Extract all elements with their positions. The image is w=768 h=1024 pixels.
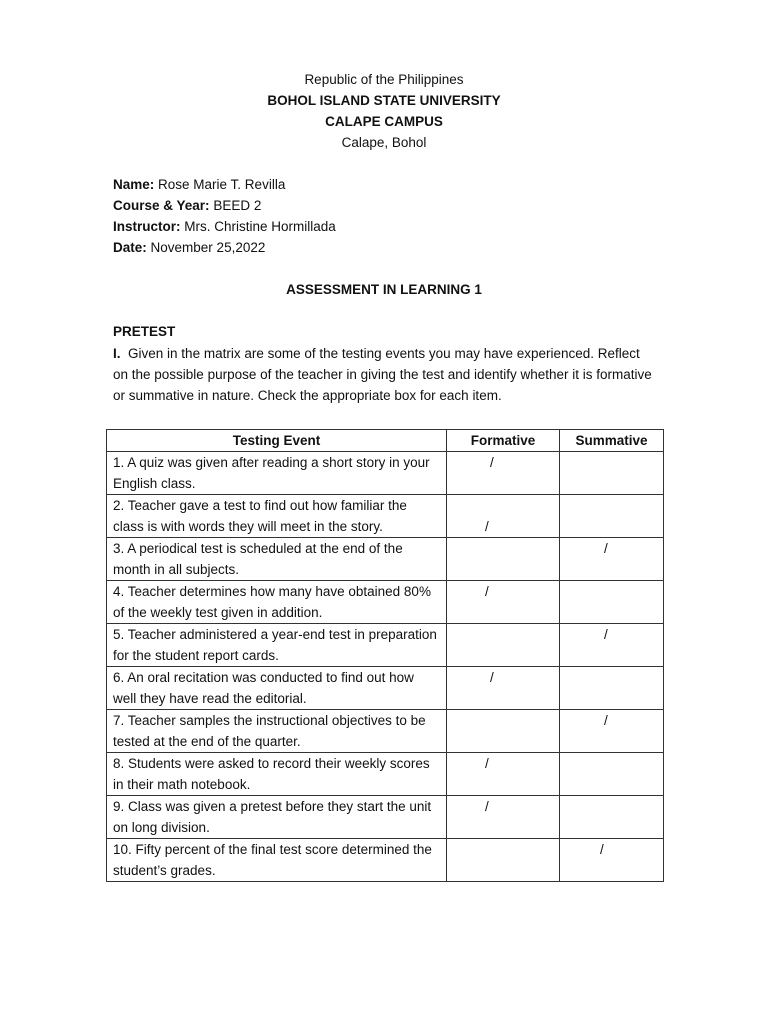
item-number: I. bbox=[113, 346, 121, 361]
instructor-line bbox=[113, 219, 336, 234]
course-label: Course & Year: bbox=[113, 198, 210, 213]
table-row bbox=[107, 710, 664, 753]
date-value: November 25,2022 bbox=[150, 240, 266, 255]
formative-cell[interactable] bbox=[447, 839, 560, 882]
summative-cell[interactable] bbox=[560, 796, 664, 839]
summative-cell[interactable] bbox=[560, 710, 664, 753]
summative-cell[interactable] bbox=[560, 624, 664, 667]
event-cell: 10. Fifty percent of the final test score determined the student’s grades. bbox=[107, 839, 447, 882]
summative-cell[interactable] bbox=[560, 753, 664, 796]
formative-cell[interactable] bbox=[447, 710, 560, 753]
event-cell: 1. A quiz was given after reading a short story in your English class. bbox=[107, 452, 447, 495]
header-formative: Formative bbox=[447, 430, 560, 452]
formative-cell[interactable] bbox=[447, 495, 560, 538]
campus-location: Calape, Bohol bbox=[341, 135, 427, 150]
check-mark: / bbox=[490, 455, 494, 470]
check-mark: / bbox=[604, 627, 608, 642]
check-mark: / bbox=[490, 670, 494, 685]
formative-cell[interactable] bbox=[447, 753, 560, 796]
republic-line: Republic of the Philippines bbox=[304, 72, 464, 87]
campus-name: CALAPE CAMPUS bbox=[325, 114, 443, 129]
check-mark: / bbox=[485, 584, 489, 599]
summative-cell[interactable] bbox=[560, 452, 664, 495]
pretest-instructions bbox=[113, 343, 653, 406]
check-mark: / bbox=[604, 541, 608, 556]
table-row bbox=[107, 624, 664, 667]
header-testing-event: Testing Event bbox=[107, 430, 447, 452]
matrix-header-row bbox=[107, 430, 664, 452]
check-mark: / bbox=[485, 519, 489, 534]
date-label: Date: bbox=[113, 240, 147, 255]
formative-cell[interactable] bbox=[447, 796, 560, 839]
summative-cell[interactable] bbox=[560, 538, 664, 581]
course-value: BEED 2 bbox=[213, 198, 262, 213]
table-row bbox=[107, 796, 664, 839]
document-title: ASSESSMENT IN LEARNING 1 bbox=[286, 282, 482, 297]
date-line bbox=[113, 240, 265, 255]
instructor-value: Mrs. Christine Hormillada bbox=[184, 219, 336, 234]
table-row bbox=[107, 452, 664, 495]
name-label: Name: bbox=[113, 177, 155, 192]
event-cell: 5. Teacher administered a year-end test in preparation for the student report cards. bbox=[107, 624, 447, 667]
table-row bbox=[107, 839, 664, 882]
summative-cell[interactable] bbox=[560, 495, 664, 538]
check-mark: / bbox=[485, 799, 489, 814]
formative-cell[interactable] bbox=[447, 452, 560, 495]
formative-cell[interactable] bbox=[447, 581, 560, 624]
summative-cell[interactable] bbox=[560, 839, 664, 882]
event-cell: 8. Students were asked to record their weekly scores in their math notebook. bbox=[107, 753, 447, 796]
testing-events-matrix bbox=[106, 429, 664, 882]
pretest-heading: PRETEST bbox=[113, 324, 176, 339]
check-mark: / bbox=[485, 756, 489, 771]
event-cell: 7. Teacher samples the instructional objectives to be tested at the end of the quarter. bbox=[107, 710, 447, 753]
name-value: Rose Marie T. Revilla bbox=[158, 177, 286, 192]
table-row bbox=[107, 667, 664, 710]
check-mark: / bbox=[604, 713, 608, 728]
event-cell: 4. Teacher determines how many have obtained 80% of the weekly test given in addition. bbox=[107, 581, 447, 624]
event-cell: 2. Teacher gave a test to find out how familiar the class is with words they will meet in the story. bbox=[107, 495, 447, 538]
header-summative: Summative bbox=[560, 430, 664, 452]
table-row bbox=[107, 538, 664, 581]
formative-cell[interactable] bbox=[447, 624, 560, 667]
university-name: BOHOL ISLAND STATE UNIVERSITY bbox=[267, 93, 501, 108]
summative-cell[interactable] bbox=[560, 667, 664, 710]
table-row bbox=[107, 495, 664, 538]
instructions-text: Given in the matrix are some of the testing events you may have experienced. Reflect on the possible purpose of the teacher in giving the test and identify whether it is formative or summative in nature. Check the appropriate box for each item. bbox=[113, 346, 652, 403]
formative-cell[interactable] bbox=[447, 667, 560, 710]
event-cell: 9. Class was given a pretest before they start the unit on long division. bbox=[107, 796, 447, 839]
summative-cell[interactable] bbox=[560, 581, 664, 624]
name-line bbox=[113, 177, 285, 192]
event-cell: 6. An oral recitation was conducted to find out how well they have read the editorial. bbox=[107, 667, 447, 710]
check-mark: / bbox=[600, 842, 604, 857]
instructor-label: Instructor: bbox=[113, 219, 181, 234]
table-row bbox=[107, 581, 664, 624]
event-cell: 3. A periodical test is scheduled at the end of the month in all subjects. bbox=[107, 538, 447, 581]
table-row bbox=[107, 753, 664, 796]
formative-cell[interactable] bbox=[447, 538, 560, 581]
course-line bbox=[113, 198, 261, 213]
